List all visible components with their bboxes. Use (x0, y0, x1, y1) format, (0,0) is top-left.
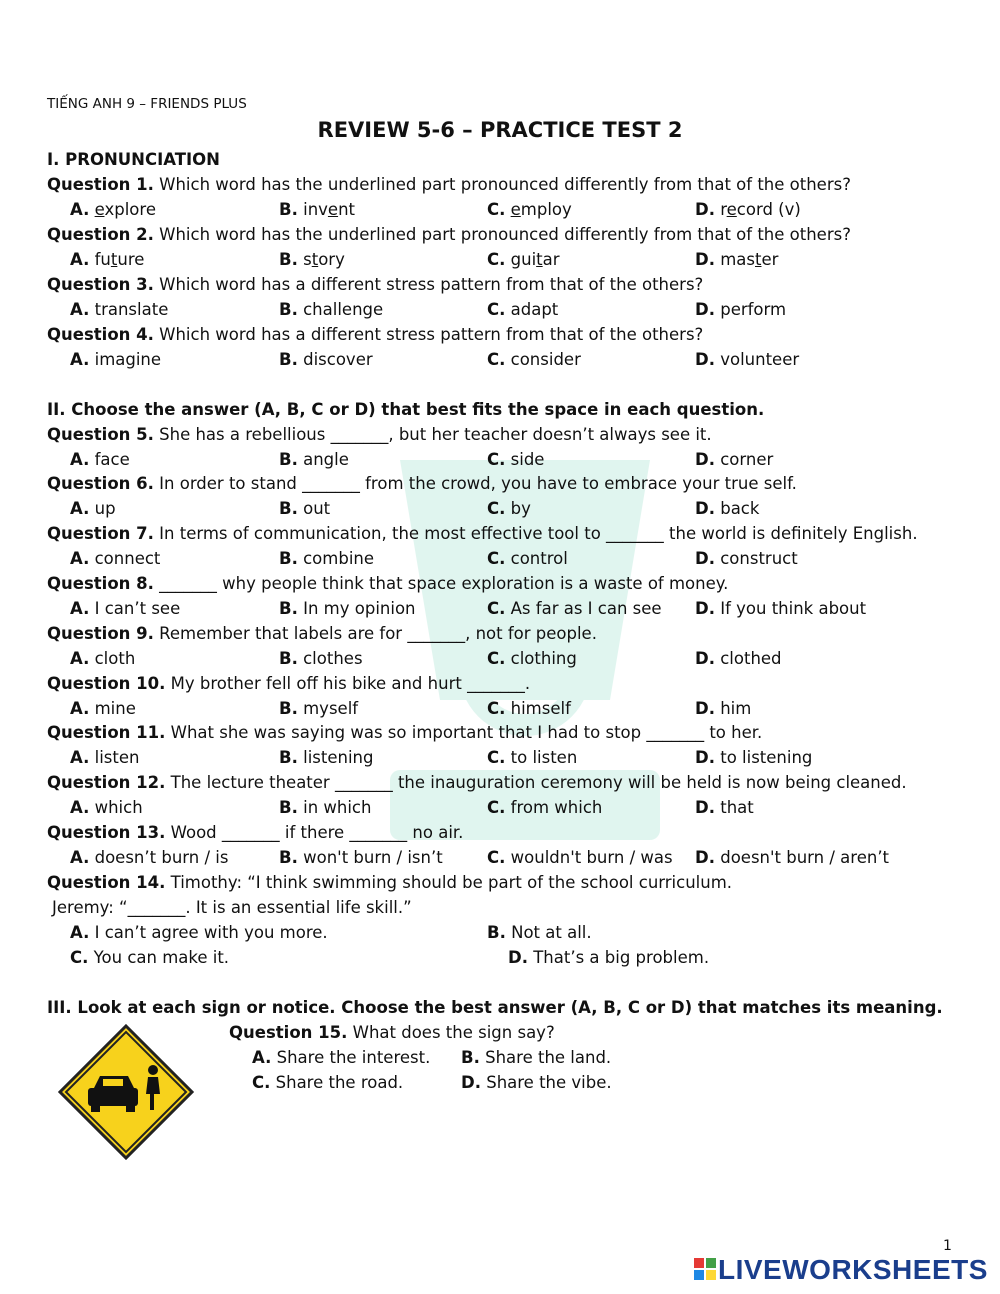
option-d[interactable]: D. perform (695, 300, 787, 319)
option-a[interactable]: A. imagine (70, 350, 162, 369)
option-b[interactable]: B. angle (279, 450, 349, 469)
option-b[interactable]: B. discover (279, 350, 373, 369)
option-a[interactable]: A. I can’t see (70, 599, 181, 618)
option-d[interactable]: D. master (695, 250, 779, 269)
option-c[interactable]: C. control (487, 549, 568, 568)
question-11: Question 11. What she was saying was so important that I had to stop _______ to her. (47, 723, 763, 742)
option-b[interactable]: B. challenge (279, 300, 384, 319)
option-d[interactable]: D. to listening (695, 748, 813, 767)
option-a[interactable]: A. explore (70, 200, 156, 219)
option-b[interactable]: B. combine (279, 549, 375, 568)
page-title: REVIEW 5-6 – PRACTICE TEST 2 (317, 118, 683, 142)
option-a[interactable]: A. listen (70, 748, 140, 767)
option-d[interactable]: D. record (v) (695, 200, 801, 219)
option-c[interactable]: C. employ (487, 200, 572, 219)
option-a[interactable]: A. cloth (70, 649, 136, 668)
option-a[interactable]: A. translate (70, 300, 169, 319)
question-13: Question 13. Wood _______ if there _______ no air. (47, 823, 464, 842)
option-b[interactable]: B. out (279, 499, 331, 518)
option-a[interactable]: A. future (70, 250, 145, 269)
option-c[interactable]: C. Share the road. (252, 1073, 404, 1092)
option-d[interactable]: D. construct (695, 549, 798, 568)
section-heading: I. PRONUNCIATION (47, 150, 220, 169)
option-d[interactable]: D. Share the vibe. (461, 1073, 612, 1092)
option-b[interactable]: B. won't burn / isn’t (279, 848, 443, 867)
option-a[interactable]: A. I can’t agree with you more. (70, 923, 328, 942)
option-c[interactable]: C. As far as I can see (487, 599, 662, 618)
option-d[interactable]: D. that (695, 798, 754, 817)
option-d[interactable]: D. That’s a big problem. (508, 948, 710, 967)
question-6: Question 6. In order to stand _______ from the crowd, you have to embrace your true self. (47, 474, 797, 493)
option-b[interactable]: B. Not at all. (487, 923, 592, 942)
option-b[interactable]: B. listening (279, 748, 374, 767)
option-b[interactable]: B. myself (279, 699, 359, 718)
option-c[interactable]: C. guitar (487, 250, 560, 269)
question-2: Question 2. Which word has the underlined part pronounced differently from that of the others? (47, 225, 851, 244)
option-c[interactable]: C. wouldn't burn / was (487, 848, 673, 867)
section-heading: II. Choose the answer (A, B, C or D) that best fits the space in each question. (47, 400, 765, 419)
option-b[interactable]: B. Share the land. (461, 1048, 612, 1067)
question-14-line2: Jeremy: “_______. It is an essential life skill.” (52, 898, 412, 917)
question-10: Question 10. My brother fell off his bike and hurt _______. (47, 674, 531, 693)
option-d[interactable]: D. him (695, 699, 752, 718)
option-c[interactable]: C. himself (487, 699, 571, 718)
question-14: Question 14. Timothy: “I think swimming should be part of the school curriculum. (47, 873, 733, 892)
option-d[interactable]: D. corner (695, 450, 774, 469)
option-a[interactable]: A. which (70, 798, 143, 817)
question-9: Question 9. Remember that labels are for _______, not for people. (47, 624, 597, 643)
option-b[interactable]: B. invent (279, 200, 356, 219)
question-1: Question 1. Which word has the underlined part pronounced differently from that of the others? (47, 175, 851, 194)
option-d[interactable]: D. doesn't burn / aren’t (695, 848, 890, 867)
question-3: Question 3. Which word has a different stress pattern from that of the others? (47, 275, 704, 294)
question-4: Question 4. Which word has a different stress pattern from that of the others? (47, 325, 704, 344)
liveworksheets-logo-icon (694, 1258, 716, 1280)
option-c[interactable]: C. by (487, 499, 531, 518)
section-heading: III. Look at each sign or notice. Choose the best answer (A, B, C or D) that matches its meaning. (47, 998, 943, 1017)
option-b[interactable]: B. clothes (279, 649, 363, 668)
question-12: Question 12. The lecture theater _______ the inauguration ceremony will be held is now being cleaned. (47, 773, 907, 792)
option-a[interactable]: A. up (70, 499, 116, 518)
option-c[interactable]: C. side (487, 450, 545, 469)
option-a[interactable]: A. mine (70, 699, 136, 718)
option-c[interactable]: C. to listen (487, 748, 578, 767)
option-b[interactable]: B. in which (279, 798, 372, 817)
option-c[interactable]: C. clothing (487, 649, 577, 668)
option-d[interactable]: D. volunteer (695, 350, 800, 369)
option-a[interactable]: A. face (70, 450, 130, 469)
option-d[interactable]: D. back (695, 499, 760, 518)
option-b[interactable]: B. In my opinion (279, 599, 416, 618)
option-a[interactable]: A. doesn’t burn / is (70, 848, 229, 867)
option-d[interactable]: D. clothed (695, 649, 782, 668)
option-c[interactable]: C. consider (487, 350, 581, 369)
option-c[interactable]: C. from which (487, 798, 603, 817)
option-a[interactable]: A. Share the interest. (252, 1048, 431, 1067)
question-8: Question 8. _______ why people think that space exploration is a waste of money. (47, 574, 729, 593)
option-b[interactable]: B. story (279, 250, 345, 269)
option-c[interactable]: C. You can make it. (70, 948, 230, 967)
question-5: Question 5. She has a rebellious _______, but her teacher doesn’t always see it. (47, 425, 712, 444)
question-7: Question 7. In terms of communication, the most effective tool to _______ the world is definitely English. (47, 524, 918, 543)
option-d[interactable]: D. If you think about (695, 599, 867, 618)
course-header: TIẾNG ANH 9 – FRIENDS PLUS (47, 96, 247, 112)
share-the-road-sign-icon (58, 1024, 194, 1160)
page-number: 1 (943, 1238, 952, 1254)
question-15: Question 15. What does the sign say? (229, 1023, 555, 1042)
option-a[interactable]: A. connect (70, 549, 161, 568)
brand-name[interactable]: LIVEWORKSHEETS (718, 1254, 988, 1285)
option-c[interactable]: C. adapt (487, 300, 559, 319)
